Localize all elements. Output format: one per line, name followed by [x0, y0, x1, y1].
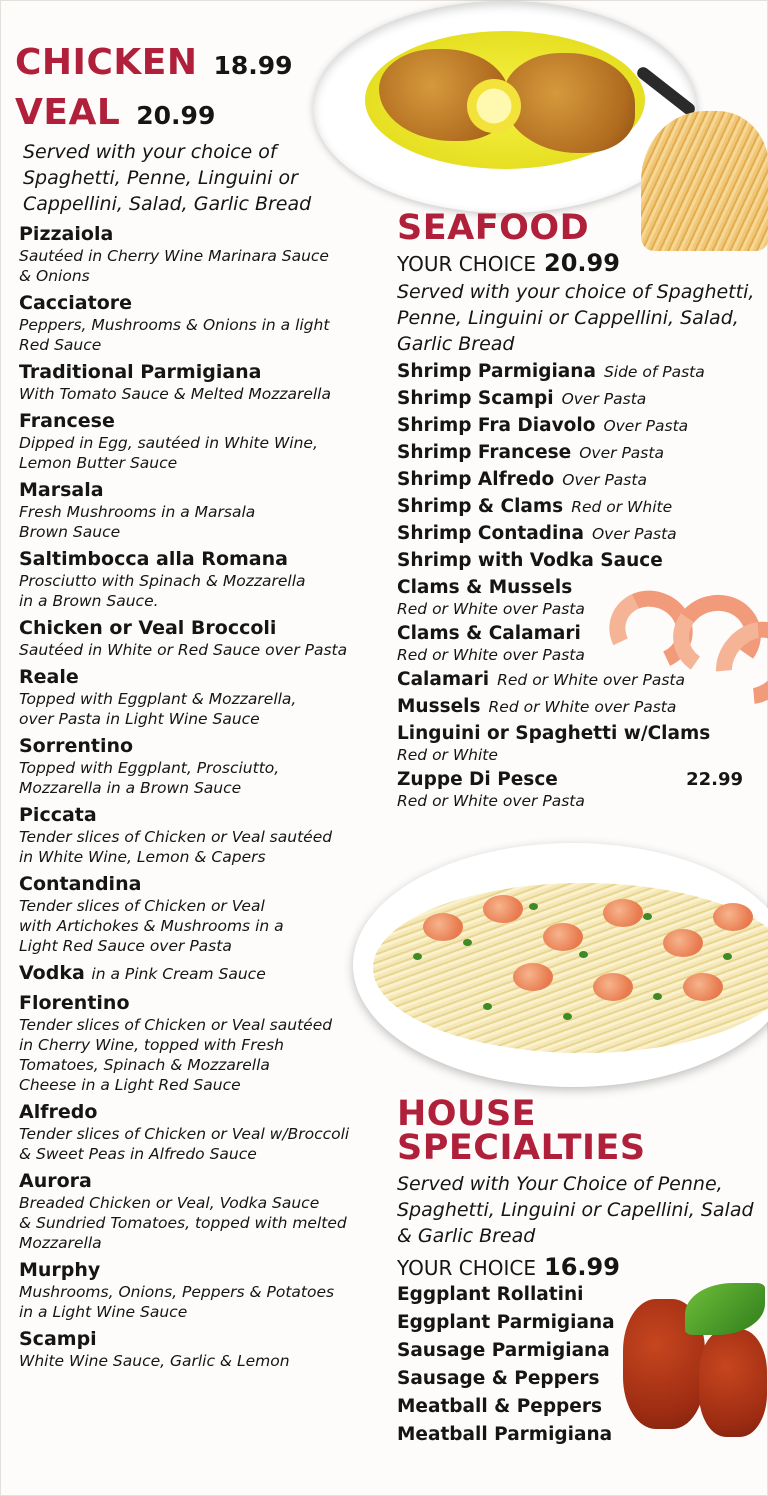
menu-item-title: Calamari — [397, 669, 490, 690]
menu-item — [19, 479, 375, 542]
seafood-intro: Served with your choice of Spaghetti, Penne, Linguini or Cappellini, Salad, Garlic Bread — [397, 281, 755, 355]
menu-item-title: Shrimp Alfredo — [397, 469, 555, 490]
menu-item-desc: Prosciutto with Spinach & Mozzarella in a Brown Sauce. — [19, 572, 306, 610]
menu-item-note: Over Pasta — [603, 417, 689, 435]
menu-item-note: Over Pasta — [562, 471, 647, 489]
menu-item-title: Scampi — [19, 1328, 97, 1350]
chicken-veal-section — [15, 42, 375, 1377]
menu-item-title: Marsala — [19, 479, 104, 501]
menu-item-desc: Sautéed in Cherry Wine Marinara Sauce & Onions — [19, 247, 329, 285]
menu-item-desc: Sautéed in White or Red Sauce over Pasta — [19, 641, 348, 659]
menu-item-title: Francese — [19, 410, 115, 432]
menu-item — [397, 768, 763, 811]
menu-item-note: Red or White — [571, 498, 673, 516]
menu-item-desc: Red or White over Pasta — [397, 646, 585, 664]
menu-item-desc: Red or White — [397, 746, 498, 764]
house-item: Eggplant Rollatini — [397, 1284, 584, 1305]
menu-item — [397, 549, 763, 573]
menu-item — [19, 223, 375, 286]
menu-item-desc: Tender slices of Chicken or Veal w/Broccoli & Sweet Peas in Alfredo Sauce — [19, 1125, 350, 1163]
menu-item — [397, 622, 763, 665]
menu-item — [397, 522, 763, 546]
menu-item-title: Chicken or Veal Broccoli — [19, 617, 277, 639]
house-intro: Served with Your Choice of Penne, Spaghetti, Linguini or Capellini, Salad & Garlic Bread — [397, 1173, 754, 1247]
menu-item-title: Shrimp Fra Diavolo — [397, 415, 596, 436]
menu-item — [397, 576, 763, 619]
house-specialties-section — [397, 1094, 763, 1449]
house-choice-price: 16.99 — [544, 1253, 620, 1281]
menu-item — [19, 1328, 375, 1371]
menu-item-title: Aurora — [19, 1170, 92, 1192]
seafood-choice — [397, 249, 763, 277]
menu-item-title: Linguini or Spaghetti w/Clams — [397, 723, 711, 744]
menu-item — [19, 1259, 375, 1322]
house-choice — [397, 1253, 763, 1281]
menu-item — [19, 410, 375, 473]
menu-item-title: Traditional Parmigiana — [19, 361, 262, 383]
menu-item-title: Shrimp Contadina — [397, 523, 584, 544]
menu-item — [19, 992, 375, 1095]
menu-item-title: Cacciatore — [19, 292, 133, 314]
menu-item-title: Piccata — [19, 804, 97, 826]
chicken-title: CHICKEN — [15, 42, 198, 83]
menu-item — [397, 668, 763, 692]
veal-title: VEAL — [15, 92, 121, 133]
menu-item — [19, 962, 375, 986]
chicken-veal-items — [19, 223, 375, 1371]
menu-item-title: Saltimbocca alla Romana — [19, 548, 288, 570]
seafood-title: SEAFOOD — [397, 208, 590, 248]
menu-item-title: Contandina — [19, 873, 142, 895]
menu-item — [19, 1170, 375, 1253]
menu-item — [397, 360, 763, 384]
seafood-section — [397, 208, 763, 811]
menu-item — [397, 695, 763, 719]
menu-item-note: Red or White over Pasta — [488, 698, 677, 716]
menu-item — [19, 292, 375, 355]
menu-item-desc: Fresh Mushrooms in a Marsala Brown Sauce — [19, 503, 256, 541]
menu-item — [19, 873, 375, 956]
veal-header — [15, 92, 375, 133]
house-title-line2: SPECIALTIES — [397, 1128, 646, 1168]
menu-item-desc: Mushrooms, Onions, Peppers & Potatoes in a Light Wine Sauce — [19, 1283, 335, 1321]
menu-item-title: Clams & Mussels — [397, 577, 573, 598]
shrimp-scampi-plate-image — [353, 843, 768, 1087]
menu-item — [19, 361, 375, 404]
chicken-header — [15, 42, 375, 83]
menu-item-note: Red or White over Pasta — [497, 671, 685, 689]
menu-item — [397, 495, 763, 519]
menu-item — [397, 441, 763, 465]
house-item: Sausage Parmigiana — [397, 1340, 610, 1361]
menu-item-title: Zuppe Di Pesce — [397, 769, 558, 790]
menu-item-title: Vodka — [19, 962, 85, 984]
house-item: Meatball & Peppers — [397, 1396, 602, 1417]
seafood-choice-price: 20.99 — [544, 249, 620, 277]
menu-item-title: Mussels — [397, 696, 481, 717]
menu-item-desc: White Wine Sauce, Garlic & Lemon — [19, 1352, 290, 1370]
menu-item-note: Over Pasta — [579, 444, 664, 462]
house-title-line1: HOUSE — [397, 1094, 537, 1134]
menu-item-title: Sorrentino — [19, 735, 134, 757]
menu-item — [19, 1101, 375, 1164]
seafood-choice-label: YOUR CHOICE — [397, 252, 537, 276]
menu-item-desc: Red or White over Pasta — [397, 792, 585, 810]
menu-item-note: Over Pasta — [561, 390, 647, 408]
menu-item-title: Shrimp Francese — [397, 442, 572, 463]
menu-item-title: Shrimp & Clams — [397, 496, 564, 517]
menu-item-desc: Tender slices of Chicken or Veal sautéed in White Wine, Lemon & Capers — [19, 828, 333, 866]
menu-item-desc: Topped with Eggplant, Prosciutto, Mozzarella in a Brown Sauce — [19, 759, 280, 797]
menu-item-desc: Tender slices of Chicken or Veal with Artichokes & Mushrooms in a Light Red Sauce over Pasta — [19, 897, 284, 955]
menu-item — [19, 804, 375, 867]
menu-item — [19, 548, 375, 611]
menu-item-desc: With Tomato Sauce & Melted Mozzarella — [19, 385, 331, 403]
house-item: Sausage & Peppers — [397, 1368, 600, 1389]
menu-item — [397, 387, 763, 411]
menu-item — [397, 722, 763, 765]
veal-price: 20.99 — [136, 101, 216, 130]
menu-item-title: Murphy — [19, 1259, 101, 1281]
house-item: Eggplant Parmigiana — [397, 1312, 615, 1333]
menu-item-note: Over Pasta — [591, 525, 677, 543]
menu-item — [19, 617, 375, 660]
menu-item-desc: Red or White over Pasta — [397, 600, 585, 618]
menu-item-note: Side of Pasta — [603, 363, 705, 381]
chicken-veal-intro: Served with your choice of Spaghetti, Penne, Linguini or Cappellini, Salad, Garlic Bread — [23, 141, 312, 215]
menu-item — [397, 414, 763, 438]
menu-item-desc: Peppers, Mushrooms & Onions in a light Red Sauce — [19, 316, 330, 354]
menu-item-desc: Topped with Eggplant & Mozzarella, over Pasta in Light Wine Sauce — [19, 690, 297, 728]
menu-item-title: Shrimp Scampi — [397, 388, 554, 409]
house-choice-label: YOUR CHOICE — [397, 1256, 537, 1280]
menu-item-title: Alfredo — [19, 1101, 98, 1123]
menu-item — [19, 666, 375, 729]
menu-item-title: Clams & Calamari — [397, 623, 581, 644]
chicken-price: 18.99 — [213, 51, 293, 80]
menu-item-title: Shrimp with Vodka Sauce — [397, 550, 663, 571]
menu-item-desc: in a Pink Cream Sauce — [91, 965, 266, 983]
menu-item-desc: Dipped in Egg, sautéed in White Wine, Lemon Butter Sauce — [19, 434, 318, 472]
house-item: Meatball Parmigiana — [397, 1424, 613, 1445]
menu-item — [397, 468, 763, 492]
menu-item-title: Reale — [19, 666, 79, 688]
menu-item-desc: Tender slices of Chicken or Veal sautéed in Cherry Wine, topped with Fresh Tomatoes, Spinach & Mozzarella Cheese in a Light Red Sauce — [19, 1016, 333, 1094]
menu-item-title: Shrimp Parmigiana — [397, 361, 596, 382]
menu-item-price: 22.99 — [686, 769, 743, 790]
menu-item — [19, 735, 375, 798]
menu-item-title: Florentino — [19, 992, 130, 1014]
menu-item-title: Pizzaiola — [19, 223, 114, 245]
menu-item-desc: Breaded Chicken or Veal, Vodka Sauce & Sundried Tomatoes, topped with melted Mozzarella — [19, 1194, 347, 1252]
